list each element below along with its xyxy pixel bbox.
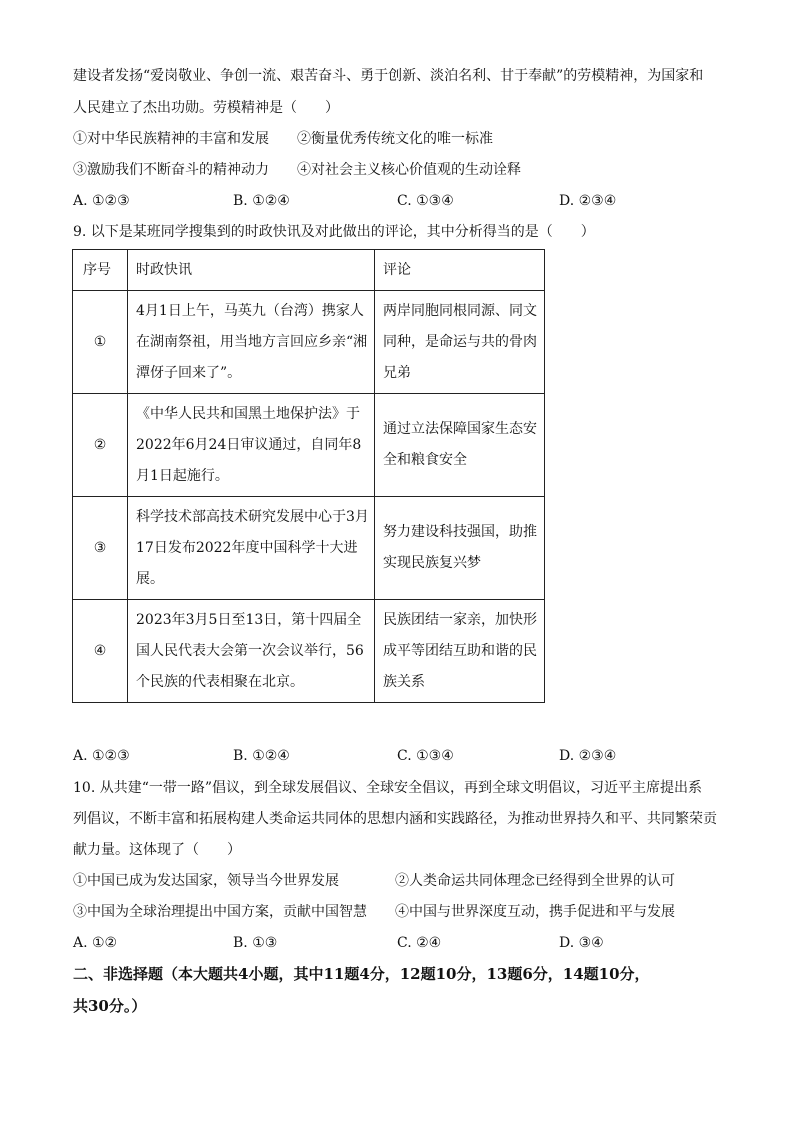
q10-option-b: B. ①③ <box>233 935 278 951</box>
row-news: 4月1日上午，马英九（台湾）携家人在湖南祭祖，用当地方言回应乡亲“湘潭伢子回来了”。 <box>128 291 375 394</box>
q8-stem-line2: 人民建立了杰出功勋。劳模精神是（ ） <box>73 100 339 116</box>
q9-option-b: B. ①②④ <box>233 748 290 764</box>
row-news: 《中华人民共和国黑土地保护法》于2022年6月24日审议通过，自同年8月1日起施行。 <box>128 394 375 497</box>
row-number: ③ <box>73 497 128 600</box>
table-row <box>73 394 545 497</box>
q8-option-c: C. ①③④ <box>397 193 454 209</box>
row-number: ④ <box>73 600 128 703</box>
q10-statement-2: ②人类命运共同体理念已经得到全世界的认可 <box>395 873 675 889</box>
table-row <box>73 600 545 703</box>
row-comment: 通过立法保障国家生态安全和粮食安全 <box>375 394 545 497</box>
row-comment: 民族团结一家亲，加快形成平等团结互助和谐的民族关系 <box>375 600 545 703</box>
q9-option-d: D. ②③④ <box>559 748 617 764</box>
q10-stem-line1: 10. 从共建“一带一路”倡议，到全球发展倡议、全球安全倡议，再到全球文明倡议，习近平主席提出系 <box>73 780 703 796</box>
q10-stem-line3: 献力量。这体现了（ ） <box>73 842 241 858</box>
q9-option-c: C. ①③④ <box>397 748 454 764</box>
section-heading-line1: 二、非选择题（本大题共4小题，其中11题4分，12题10分，13题6分，14题10分， <box>73 965 650 983</box>
q10-statement-4: ④中国与世界深度互动，携手促进和平与发展 <box>395 904 675 920</box>
section-heading-line2: 共30分。） <box>73 997 147 1015</box>
header-news: 时政快讯 <box>128 250 375 291</box>
header-comment: 评论 <box>375 250 545 291</box>
q8-statement-2: ②衡量优秀传统文化的唯一标准 <box>297 131 493 147</box>
table-row <box>73 497 545 600</box>
header-number: 序号 <box>73 250 128 291</box>
q8-option-b: B. ①②④ <box>233 193 290 209</box>
row-comment: 努力建设科技强国，助推实现民族复兴梦 <box>375 497 545 600</box>
q10-statement-1: ①中国已成为发达国家，领导当今世界发展 <box>73 873 339 889</box>
q10-option-a: A. ①② <box>73 935 118 951</box>
q8-option-d: D. ②③④ <box>559 193 617 209</box>
q8-statement-3: ③激励我们不断奋斗的精神动力 <box>73 162 269 178</box>
news-table <box>72 249 545 703</box>
q10-option-c: C. ②④ <box>397 935 442 951</box>
row-news: 科学技术部高技术研究发展中心于3月17日发布2022年度中国科学十大进展。 <box>128 497 375 600</box>
table-header-row <box>73 250 545 291</box>
q8-statement-4: ④对社会主义核心价值观的生动诠释 <box>297 162 521 178</box>
row-number: ② <box>73 394 128 497</box>
q8-option-a: A. ①②③ <box>73 193 130 209</box>
table-row <box>73 291 545 394</box>
q8-statement-1: ①对中华民族精神的丰富和发展 <box>73 131 269 147</box>
q10-statement-3: ③中国为全球治理提出中国方案，贡献中国智慧 <box>73 904 367 920</box>
row-comment: 两岸同胞同根同源、同文同种，是命运与共的骨肉兄弟 <box>375 291 545 394</box>
q9-option-a: A. ①②③ <box>73 748 130 764</box>
row-news: 2023年3月5日至13日，第十四届全国人民代表大会第一次会议举行，56个民族的代表相聚在北京。 <box>128 600 375 703</box>
q8-stem-line1: 建设者发扬“爱岗敬业、争创一流、艰苦奋斗、勇于创新、淡泊名利、甘于奉献”的劳模精神，为国家和 <box>73 68 704 84</box>
row-number: ① <box>73 291 128 394</box>
q10-option-d: D. ③④ <box>559 935 604 951</box>
q10-stem-line2: 列倡议，不断丰富和拓展构建人类命运共同体的思想内涵和实践路径，为推动世界持久和平、共同繁荣贡 <box>73 811 717 827</box>
q9-stem: 9. 以下是某班同学搜集到的时政快讯及对此做出的评论，其中分析得当的是（ ） <box>73 224 595 240</box>
